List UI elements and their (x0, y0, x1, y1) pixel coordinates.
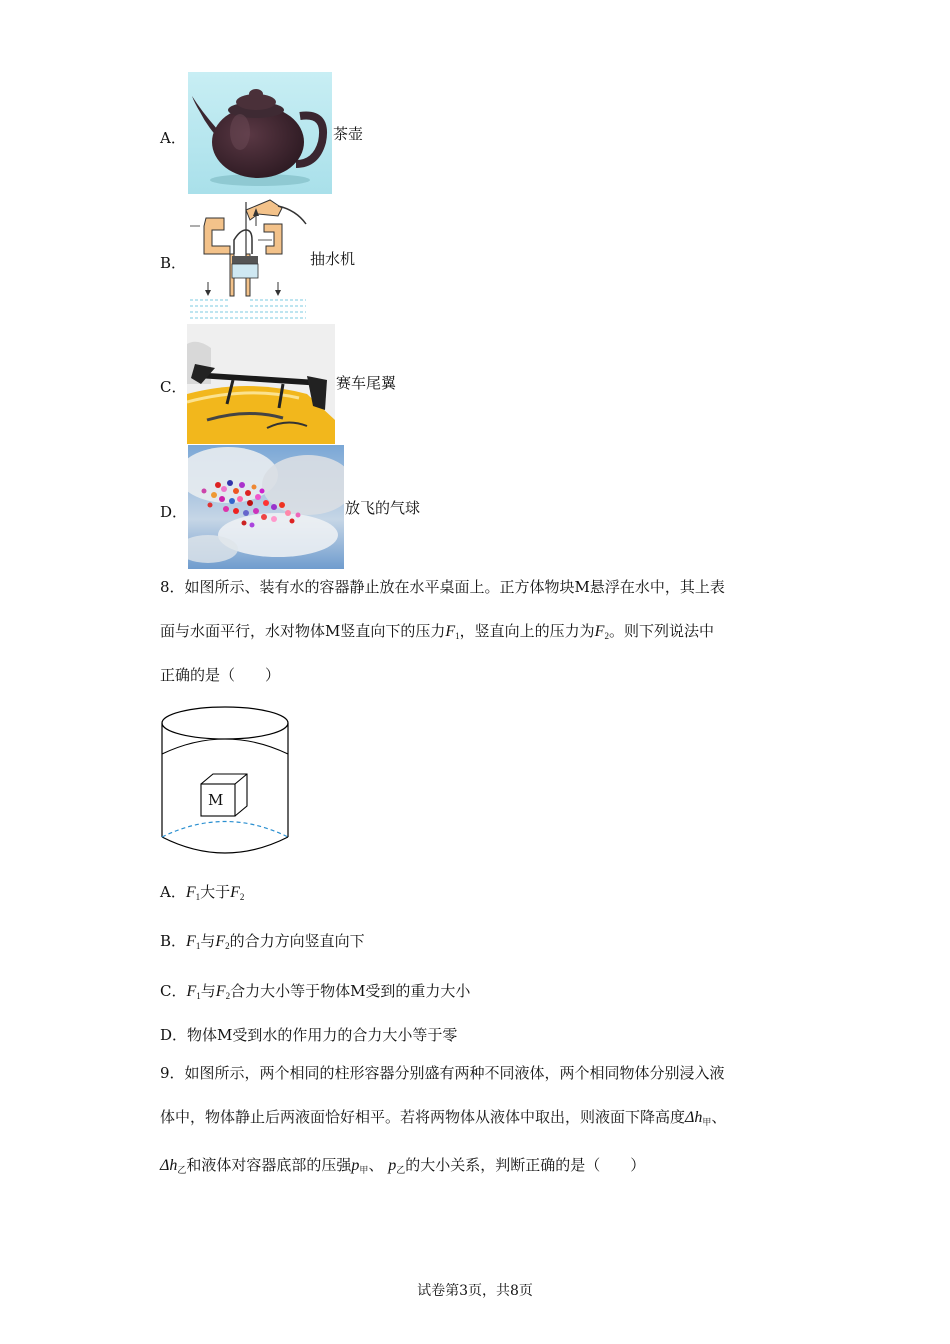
q8-text-line2 (160, 624, 714, 641)
var-f1: $F_1$ (445, 623, 460, 641)
q8-option-a: A．$F_1$大于$F_2$ (160, 883, 245, 902)
option-b-caption: 抽水机 (310, 250, 356, 268)
var-p-yi: $p_乙$ (388, 1157, 406, 1175)
option-text: 与 (200, 982, 216, 1000)
option-letter: B． (160, 932, 187, 950)
option-text: 大于 (200, 883, 231, 901)
option-a-caption: 茶壶 (333, 125, 364, 143)
q8-text-line3: 正确的是（ ） (160, 666, 281, 684)
water-pump-diagram (186, 196, 310, 320)
container-figure (160, 704, 292, 858)
option-text: 与 (200, 932, 216, 950)
q8-line2-part3: 。则下列说法中 (608, 622, 714, 640)
var-f2: $F_2$ (594, 623, 609, 641)
option-b-letter: B． (160, 254, 187, 272)
page-footer: 试卷第3页，共8页 (417, 1283, 533, 1299)
block-m-label: M (208, 791, 224, 809)
q9-line2-part1: 体中，物体静止后两液面恰好相平。若将两物体从液体中取出，则液面下降高度 (160, 1108, 686, 1126)
option-text-end: 合力大小等于物体M受到的重力大小 (230, 982, 471, 1000)
option-d-caption: 放飞的气球 (345, 499, 421, 517)
q8-option-c: C．$F_1$与$F_2$合力大小等于物体M受到的重力大小 (160, 982, 471, 1001)
q9-text-line2: 体中，物体静止后两液面恰好相平。若将两物体从液体中取出，则液面下降高度$\Delta h_甲$、 (160, 1108, 727, 1127)
option-c-caption: 赛车尾翼 (336, 374, 397, 392)
option-letter: C． (160, 982, 187, 1000)
q8-text-line1: 8．如图所示、装有水的容器静止放在水平桌面上。正方体物块M悬浮在水中，其上表 (160, 578, 725, 596)
q8-option-b: B．$F_1$与$F_2$的合力方向竖直向下 (160, 932, 365, 951)
q9-line3-part2: 的大小关系，判断正确的是（ ） (405, 1156, 646, 1174)
q9-text-line1: 9．如图所示，两个相同的柱形容器分别盛有两种不同液体，两个相同物体分别浸入液 (160, 1064, 725, 1082)
q8-option-d: D．物体M受到水的作用力的合力大小等于零 (160, 1026, 458, 1044)
option-a-letter: A． (160, 129, 186, 147)
racing-wing-image (187, 324, 335, 444)
option-c-letter: C． (160, 378, 187, 396)
option-text-end: 的合力方向竖直向下 (229, 932, 365, 950)
teapot-image (188, 72, 332, 194)
q9-text-line3: $\Delta h_乙$和液体对容器底部的压强$p_甲$、 $p_乙$的大小关系，判断正确的是（ ） (160, 1156, 646, 1175)
q8-line2-part2: ，竖直向上的压力为 (459, 622, 595, 640)
option-d-letter: D． (160, 503, 188, 521)
q8-line2-part1: 面与水面平行，水对物体M竖直向下的压力 (160, 622, 446, 640)
var-p-jia: $p_甲$ (351, 1157, 369, 1175)
q9-line3-part1: 和液体对容器底部的压强 (186, 1156, 352, 1174)
var-delta-h-yi: $\Delta h_乙$ (160, 1157, 187, 1175)
var-delta-h-jia: $\Delta h_甲$ (685, 1109, 712, 1127)
balloons-image (188, 445, 344, 569)
option-letter: A． (160, 883, 186, 901)
